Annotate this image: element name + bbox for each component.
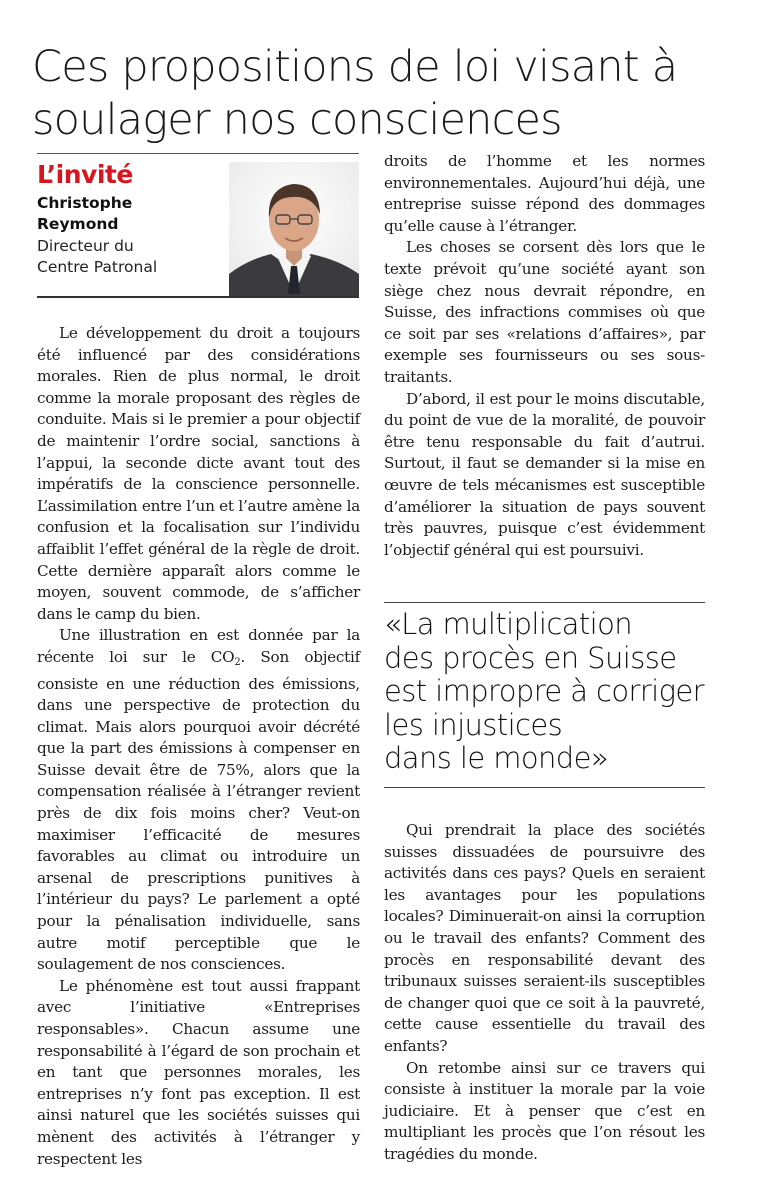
paragraph: Les choses se corsent dès lors que le texte prévoit qu’une société ayant son siège chez nous devrait répondre, en Suisse, des infractions commises où que ce soit par ses «relations d’affaires», par exemple ses fournisseurs ou ses sous-traitants.	[384, 238, 705, 386]
co2-subscript: 2	[234, 656, 241, 668]
body-column-left	[37, 323, 360, 1170]
paragraph: Le développement du droit a toujours été influencé par des considérations morales. Rien de plus normal, le droit comme la morale proposant des règles de conduite. Mais si le premier a pour objectif de maintenir l’ordre social, sanctions à l’appui, la seconde dicte avant tout des impératifs de la conscience personnelle. L’assimilation entre l’un et l’autre amène la confusion et la focalisation sur l’individu affaiblit l’effet général de la règle de droit. Cette dernière apparaît alors comme le moyen, souvent commode, de s’afficher dans le camp du bien.	[37, 324, 360, 623]
author-name	[37, 193, 207, 234]
author-photo	[229, 162, 359, 296]
paragraph	[37, 625, 360, 976]
quote-bottom-rule	[384, 787, 705, 788]
body-column-right-top	[384, 151, 705, 561]
paragraph: Qui prendrait la place des sociétés suisses dissuadées de poursuivre des activités dans ces pays? Quels en seraient les avantages pour les populations locales? Diminuerait-on ainsi la corruption ou le travail des enfants? Comment des procès en responsabilité devant des tribunaux suisses seraient-ils susceptibles de changer quoi que ce soit à la pauvreté, cette cause essentielle du travail des enfants?	[384, 821, 705, 1055]
pull-quote-line: les injustices	[384, 707, 563, 742]
author-role-line2: Centre Patronal	[37, 258, 158, 276]
body-column-right-bottom	[384, 820, 705, 1166]
paragraph: Le phénomène est tout aussi frappant avec l’initiative «Entreprises responsables». Chacun assume une responsabilité à l’égard de son prochain et en tant que personnes morales, les entreprises n’y font pas exception. Il est ainsi naturel que les sociétés suisses qui mènent des activités à l’étranger y respectent les	[37, 976, 360, 1168]
paragraph-text: . Son objectif consiste en une réduction des émissions, dans une perspective de protection du climat. Mais alors pourquoi avoir décrété que la part des émissions à compenser en Suisse devait être de 75%, alors que la compensation réalisée à l’étranger revient près de dix fois moins cher? Veut-on maximiser l’efficacité de mesures favorables au climat ou introduire un arsenal de prescriptions punitives à l’intérieur du pays? Le parlement a opté pour la pénalisation individuelle, sans autre motif perceptible que le soulagement de nos consciences.	[37, 647, 360, 974]
author-last-name: Reymond	[37, 214, 119, 233]
pull-quote-line: est impropre à corriger	[384, 674, 704, 708]
author-role-line1: Directeur du	[37, 237, 134, 255]
headline: Ces propositions de loi visant à soulager nos consciences	[32, 41, 678, 145]
pull-quote-line: «La multiplication	[384, 607, 632, 641]
paragraph-text: Une illustration en est donnée par la récente loi sur le CO	[37, 626, 360, 666]
paragraph: D’abord, il est pour le moins discutable, du point de vue de la moralité, de pouvoir être tenu responsable du fait d’autrui. Surtout, il faut se demander si la mise en œuvre de tels mécanismes est susceptible d’améliorer la situation de pays souvent très pauvres, puisque c’est évidemment l’objectif général qui est poursuivi.	[384, 389, 705, 559]
byline-top-rule	[37, 153, 359, 154]
quote-top-rule	[384, 602, 705, 603]
paragraph: On retombe ainsi sur ce travers qui consiste à instituer la morale par la voie judiciaire. Et à penser que c’est en multipliant les procès que l’on résout les tragédies du monde.	[384, 1058, 705, 1163]
author-role	[37, 236, 217, 278]
paragraph: droits de l’homme et les normes environnementales. Aujourd’hui déjà, une entreprise suisse répond des dommages qu’elle cause à l’étranger.	[384, 152, 705, 235]
pull-quote-line: des procès en Suisse	[384, 640, 677, 675]
pull-quote-line: dans le monde»	[384, 741, 608, 775]
byline-bottom-rule	[37, 296, 359, 298]
author-first-name: Christophe	[37, 194, 133, 212]
section-label: L’invité	[37, 160, 133, 189]
pull-quote	[384, 608, 714, 776]
